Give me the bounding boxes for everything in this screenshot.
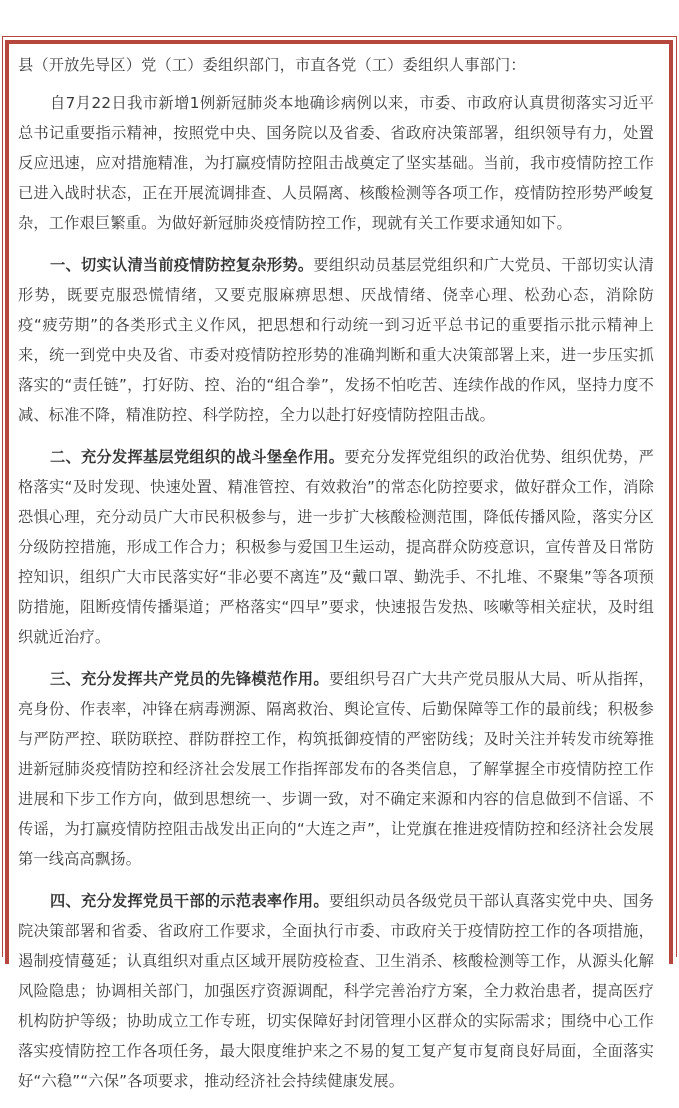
section-3-heading: 三、充分发挥共产党员的先锋模范作用。 — [50, 670, 329, 688]
salutation: 县（开放先导区）党（工）委组织部门，市直各党（工）委组织人事部门： — [18, 56, 526, 74]
section-4 — [18, 886, 654, 1096]
section-1-body: 要组织动员基层党组织和广大党员、干部切实认清形势，既要克服恐慌情绪，又要克服麻痹思想、厌战情绪、侥幸心理、松劲心态，消除防疫“疲劳期”的各类形式主义作风，把思想和行动统一到习近平总书记的重要指示批示精神上来，统一到党中央及省、市委对疫情防控形势的准确判断和重大决策部署上来，进一步压实抓落实的“责任链”，打好防、控、治的“组合拳”，发扬不怕吃苦、连续作战的作风，坚持力度不减、标准不降，精准防控、科学防控，全力以赴打好疫情防控阻击战。 — [18, 256, 654, 424]
section-2 — [18, 442, 654, 652]
section-1-heading: 一、切实认清当前疫情防控复杂形势。 — [50, 256, 314, 274]
intro-paragraph: 自7月22日我市新增1例新冠肺炎本地确诊病例以来，市委、市政府认真贯彻落实习近平总书记重要指示精神，按照党中央、国务院以及省委、省政府决策部署，组织领导有力，处置反应迅速，应对措施精准，为打赢疫情防控阻击战奠定了坚实基础。当前，我市疫情防控工作已进入战时状态，正在开展流调排查、人员隔离、核酸检测等各项工作，疫情防控形势严峻复杂，工作艰巨繁重。为做好新冠肺炎疫情防控工作，现就有关工作要求通知如下。 — [18, 94, 654, 232]
section-2-heading: 二、充分发挥基层党组织的战斗堡垒作用。 — [50, 448, 345, 466]
section-1 — [18, 250, 654, 430]
section-3 — [18, 664, 654, 874]
section-4-heading: 四、充分发挥党员干部的示范表率作用。 — [50, 892, 329, 910]
section-4-body: 要组织动员各级党员干部认真落实党中央、国务院决策部署和省委、省政府工作要求，全面执行市委、市政府关于疫情防控工作的各项措施，遏制疫情蔓延；认真组织对重点区域开展防疫检查、卫生消杀、核酸检测等工作，从源头化解风险隐患；协调相关部门，加强医疗资源调配，科学完善治疗方案，全力救治患者，提高医疗机构防护等级；协助成立工作专班，切实保障好封闭管理小区群众的实际需求；围绕中心工作落实疫情防控工作各项任务，最大限度维护来之不易的复工复产复市复商良好局面，全面落实好“六稳”“六保”各项要求，推动经济社会持续健康发展。 — [18, 892, 654, 1090]
section-3-body: 要组织号召广大共产党员服从大局、听从指挥，亮身份、作表率，冲锋在病毒溯源、隔离救治、舆论宣传、后勤保障等工作的最前线；积极参与严防严控、联防联控、群防群控工作，构筑抵御疫情的严密防线；及时关注并转发市统筹推进新冠肺炎疫情防控和经济社会发展工作指挥部发布的各类信息，了解掌握全市疫情防控工作进展和下步工作方向，做到思想统一、步调一致，对不确定来源和内容的信息做到不信谣、不传谣，为打赢疫情防控阻击战发出正向的“大连之声”，让党旗在推进疫情防控和经济社会发展第一线高高飘扬。 — [18, 670, 654, 868]
section-2-body: 要充分发挥党组织的政治优势、组织优势，严格落实“及时发现、快速处置、精准管控、有效救治”的常态化防控要求，做好群众工作，消除恐惧心理，充分动员广大市民积极参与，进一步扩大核酸检测范围，降低传播风险，落实分区分级防控措施，形成工作合力；积极参与爱国卫生运动，提高群众防疫意识，宣传普及日常防控知识，组织广大市民落实好“非必要不离连”及“戴口罩、勤洗手、不扎堆、不聚集”等各项预防措施，阻断疫情传播渠道；严格落实“四早”要求，快速报告发热、咳嗽等相关症状，及时组织就近治疗。 — [18, 448, 655, 646]
notice-document — [18, 50, 654, 1108]
